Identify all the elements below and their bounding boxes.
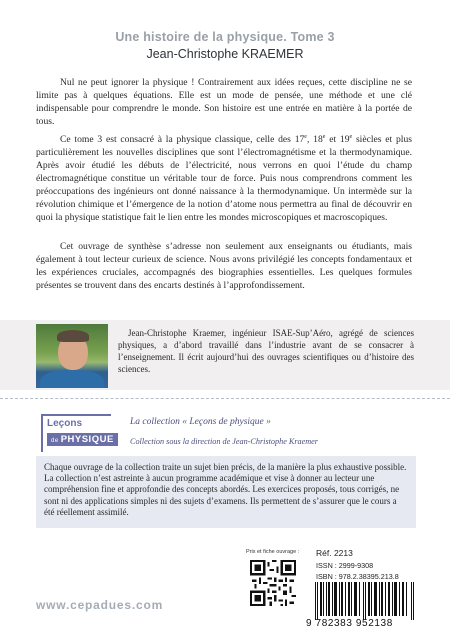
logo-prefix: de [51,438,59,444]
paragraph-contents [36,133,412,224]
p2-text-start: Ce tome 3 est consacré à la physique classique, celle des 17 [60,134,305,145]
isbn: ISBN : 978.2.38395.213.8 [316,572,399,581]
paragraph-intro: Nul ne peut ignorer la physique ! Contrairement aux idées reçues, cette discipline ne se limite pas à quelques équations. Elle est un mode de pensée, une méthode et une clé indispensable pour comprendre le monde. Son histoire est une entrée en matière à la portée de tous. [36,77,412,127]
barcode-number: 9 782383 952138 [306,618,393,629]
collection-logo [41,414,114,452]
photo-shirt [40,370,104,388]
collection-title: La collection « Leçons de physique » [130,417,271,427]
p2-text-mid1: , 18 [306,134,323,145]
author-bio: Jean-Christophe Kraemer, ingénieur ISAE-Sup’Aéro, agrégé de sciences physiques, a d’abord travaillé dans l’industrie avant de se consacrer à l’enseignement. Il écrit aujourd’hui des ouvrages scientifiques ou d’histoire des sciences. [118,328,414,374]
paragraph-audience: Cet ouvrage de synthèse s’adresse non seulement aux enseignants ou étudiants, mais également à tout lecteur curieux de science. Nous avons privilégié les concepts fondamentaux et les expériences cruciales, accompagnés des biographies essentielles. Les quelques formules présentes se trouvent dans des encarts destinés à l’approfondissement. [36,241,412,291]
qr-label: Prix et fiche ouvrage : [246,549,300,555]
collection-subtitle: Collection sous la direction de Jean-Christophe Kraemer [130,437,318,446]
publisher-website[interactable]: www.cepadues.com [36,598,164,612]
author-name: Jean-Christophe KRAEMER [146,47,304,61]
author-photo [36,324,108,388]
p2-sup-3: e [349,133,353,140]
p2-sup-1: e [304,133,307,140]
p2-sup-2: e [322,133,326,140]
logo-word: PHYSIQUE [60,434,114,445]
dashed-divider [0,398,450,399]
qr-code-icon[interactable] [250,560,296,606]
logo-line1: Leçons [47,418,83,429]
book-title: Une histoire de la physique. Tome 3 [115,30,335,44]
p2-text-mid2: et 19 [325,134,350,145]
reference-number: Réf. 2213 [316,548,353,558]
logo-line2 [47,433,118,446]
collection-description: Chaque ouvrage de la collection traite un sujet bien précis, de la manière la plus exhaustive possible. La collection n’est astreinte à aucun programme académique et vise à donner au lecteur une compréhension fine et approfondie des concepts abordés. Les exercices proposés, tous corrigés, ne sont ni des applications simples ni des sujets d’examens. Ils permettent de s’assurer que le cours a été réellement assimilé. [44,462,407,517]
issn: ISSN : 2999-9308 [316,561,374,570]
photo-hair [57,330,89,342]
p2-text-end: siècles et plus particulièrement les nouvelles disciplines que sont l’électromagnétisme et la thermodynamique. Après avoir étudié les débuts de l’électricité, nous verrons en quoi l’étude du champ électromagnétique constitue un véritable tour de force. Puis nous comprendrons comment les préoccupations des ingénieurs ont donné naissance à la thermodynamique. Un intermède sur la révolution chimique et l’émergence de la notion d’atome nous permettra au final de découvrir en quoi la physique statistique fait le lien entre les mondes microscopiques et macroscopiques. [36,134,412,223]
barcode-icon [313,582,417,620]
